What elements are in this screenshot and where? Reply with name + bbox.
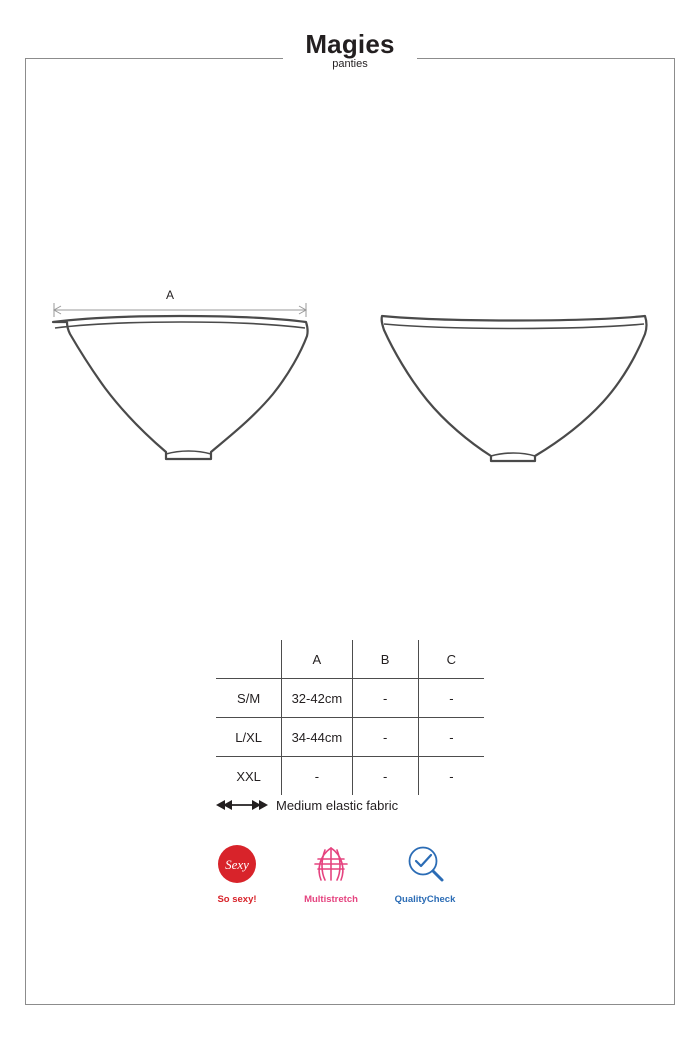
table-header-c: C bbox=[418, 640, 484, 679]
badge-so-sexy bbox=[203, 838, 271, 905]
table-row bbox=[216, 679, 484, 718]
panties-back-view bbox=[382, 316, 647, 461]
size-value-a: 34-44cm bbox=[282, 718, 352, 757]
title-block bbox=[0, 30, 700, 72]
table-header-a: A bbox=[282, 640, 352, 679]
badge-caption: Multistretch bbox=[304, 894, 358, 905]
badge-caption: So sexy! bbox=[217, 894, 257, 905]
badge-quality-check bbox=[391, 838, 459, 905]
panties-illustrations bbox=[25, 270, 675, 500]
size-value-c: - bbox=[418, 718, 484, 757]
so-sexy-icon bbox=[203, 838, 271, 890]
table-header-row bbox=[216, 640, 484, 679]
size-value-a: 32-42cm bbox=[282, 679, 352, 718]
size-value-c: - bbox=[418, 679, 484, 718]
page-subtitle: panties bbox=[332, 58, 368, 70]
multistretch-icon bbox=[297, 838, 365, 890]
size-label: S/M bbox=[216, 679, 282, 718]
measure-arrow-a bbox=[54, 303, 306, 317]
size-value-b: - bbox=[352, 757, 418, 796]
size-label: L/XL bbox=[216, 718, 282, 757]
quality-check-icon bbox=[391, 838, 459, 890]
page-title: Magies bbox=[305, 29, 395, 59]
feature-badges bbox=[203, 838, 463, 905]
size-value-b: - bbox=[352, 718, 418, 757]
table-corner-cell bbox=[216, 640, 282, 679]
size-value-c: - bbox=[418, 757, 484, 796]
panties-front-view bbox=[53, 316, 308, 459]
double-arrow-icon bbox=[216, 798, 268, 812]
elastic-fabric-text: Medium elastic fabric bbox=[276, 797, 399, 813]
table-row bbox=[216, 718, 484, 757]
badge-caption: QualityCheck bbox=[394, 894, 456, 905]
badge-multistretch bbox=[297, 838, 365, 905]
size-label: XXL bbox=[216, 757, 282, 796]
size-value-a: - bbox=[282, 757, 352, 796]
measurement-label-a: A bbox=[165, 288, 174, 302]
technical-drawings bbox=[25, 270, 675, 500]
size-table bbox=[216, 640, 484, 795]
table-header-b: B bbox=[352, 640, 418, 679]
elastic-fabric-note bbox=[216, 794, 546, 816]
svg-text:Sexy: Sexy bbox=[225, 857, 249, 872]
size-value-b: - bbox=[352, 679, 418, 718]
table-row bbox=[216, 757, 484, 796]
